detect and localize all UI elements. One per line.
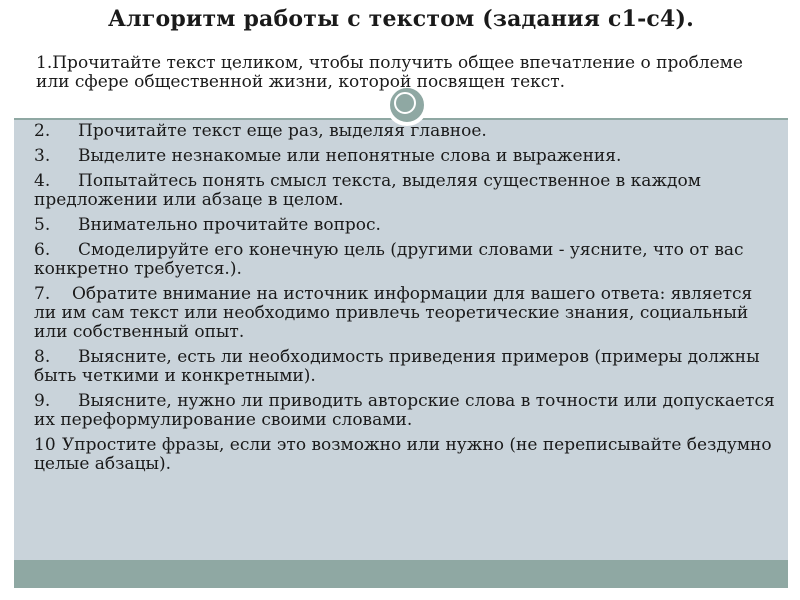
list-item-9: [34, 392, 779, 430]
list-item-number: 9.: [34, 391, 51, 411]
list-item-5: [34, 216, 779, 235]
list-item-7: [34, 285, 779, 342]
list-item-number: 8.: [34, 347, 51, 367]
list-item-text: Попытайтесь понять смысл текста, выделяя существенное в каждом предложении или абзаце в целом.: [34, 171, 701, 210]
list-item-number: 10: [34, 435, 56, 455]
list-item-8: [34, 348, 779, 386]
slide: [14, 0, 788, 588]
slide-title: Алгоритм работы с текстом (задания с1-с4).: [107, 6, 695, 32]
list-item-text: Выясните, есть ли необходимость приведения примеров (примеры должны быть четкими и конкретными).: [34, 347, 760, 386]
list-item-6: [34, 241, 779, 279]
list-item-number: 4.: [34, 171, 51, 191]
list-item-number: 7.: [34, 284, 51, 304]
list-item-number: 2.: [34, 121, 51, 141]
list-item-text: Смоделируйте его конечную цель (другими словами - уясните, что от вас конкретно требуется.).: [34, 240, 744, 279]
list-item-text: Прочитайте текст еще раз, выделяя главное.: [78, 121, 487, 141]
list-item-2: [34, 122, 779, 141]
list-item-3: [34, 147, 779, 166]
list-item-text: Обратите внимание на источник информации для вашего ответа: является ли им сам текст или необходимо привлечь теоретические знания, социальный или собственный опыт.: [34, 284, 753, 342]
list-item-number: 5.: [34, 215, 51, 235]
list-item-10: [34, 436, 779, 474]
list-item-text: Выделите незнакомые или непонятные слова и выражения.: [78, 146, 622, 166]
list-item-text: Выясните, нужно ли приводить авторские слова в точности или допускается их переформулирование своими словами.: [34, 391, 775, 430]
algorithm-list: [34, 122, 779, 480]
list-item-number: 3.: [34, 146, 51, 166]
list-item-number: 6.: [34, 240, 51, 260]
list-item-number: 1.: [36, 53, 53, 73]
bottom-band: [14, 560, 788, 588]
list-item-text: Прочитайте текст целиком, чтобы получить общее впечатление о проблеме или сфере общественной жизни, которой посвящен текст.: [36, 53, 743, 92]
list-item-1: [36, 54, 776, 92]
list-item-text: Внимательно прочитайте вопрос.: [78, 215, 381, 235]
list-item-4: [34, 172, 779, 210]
list-item-text: Упростите фразы, если это возможно или нужно (не переписывайте бездумно целые абзацы).: [34, 435, 772, 474]
